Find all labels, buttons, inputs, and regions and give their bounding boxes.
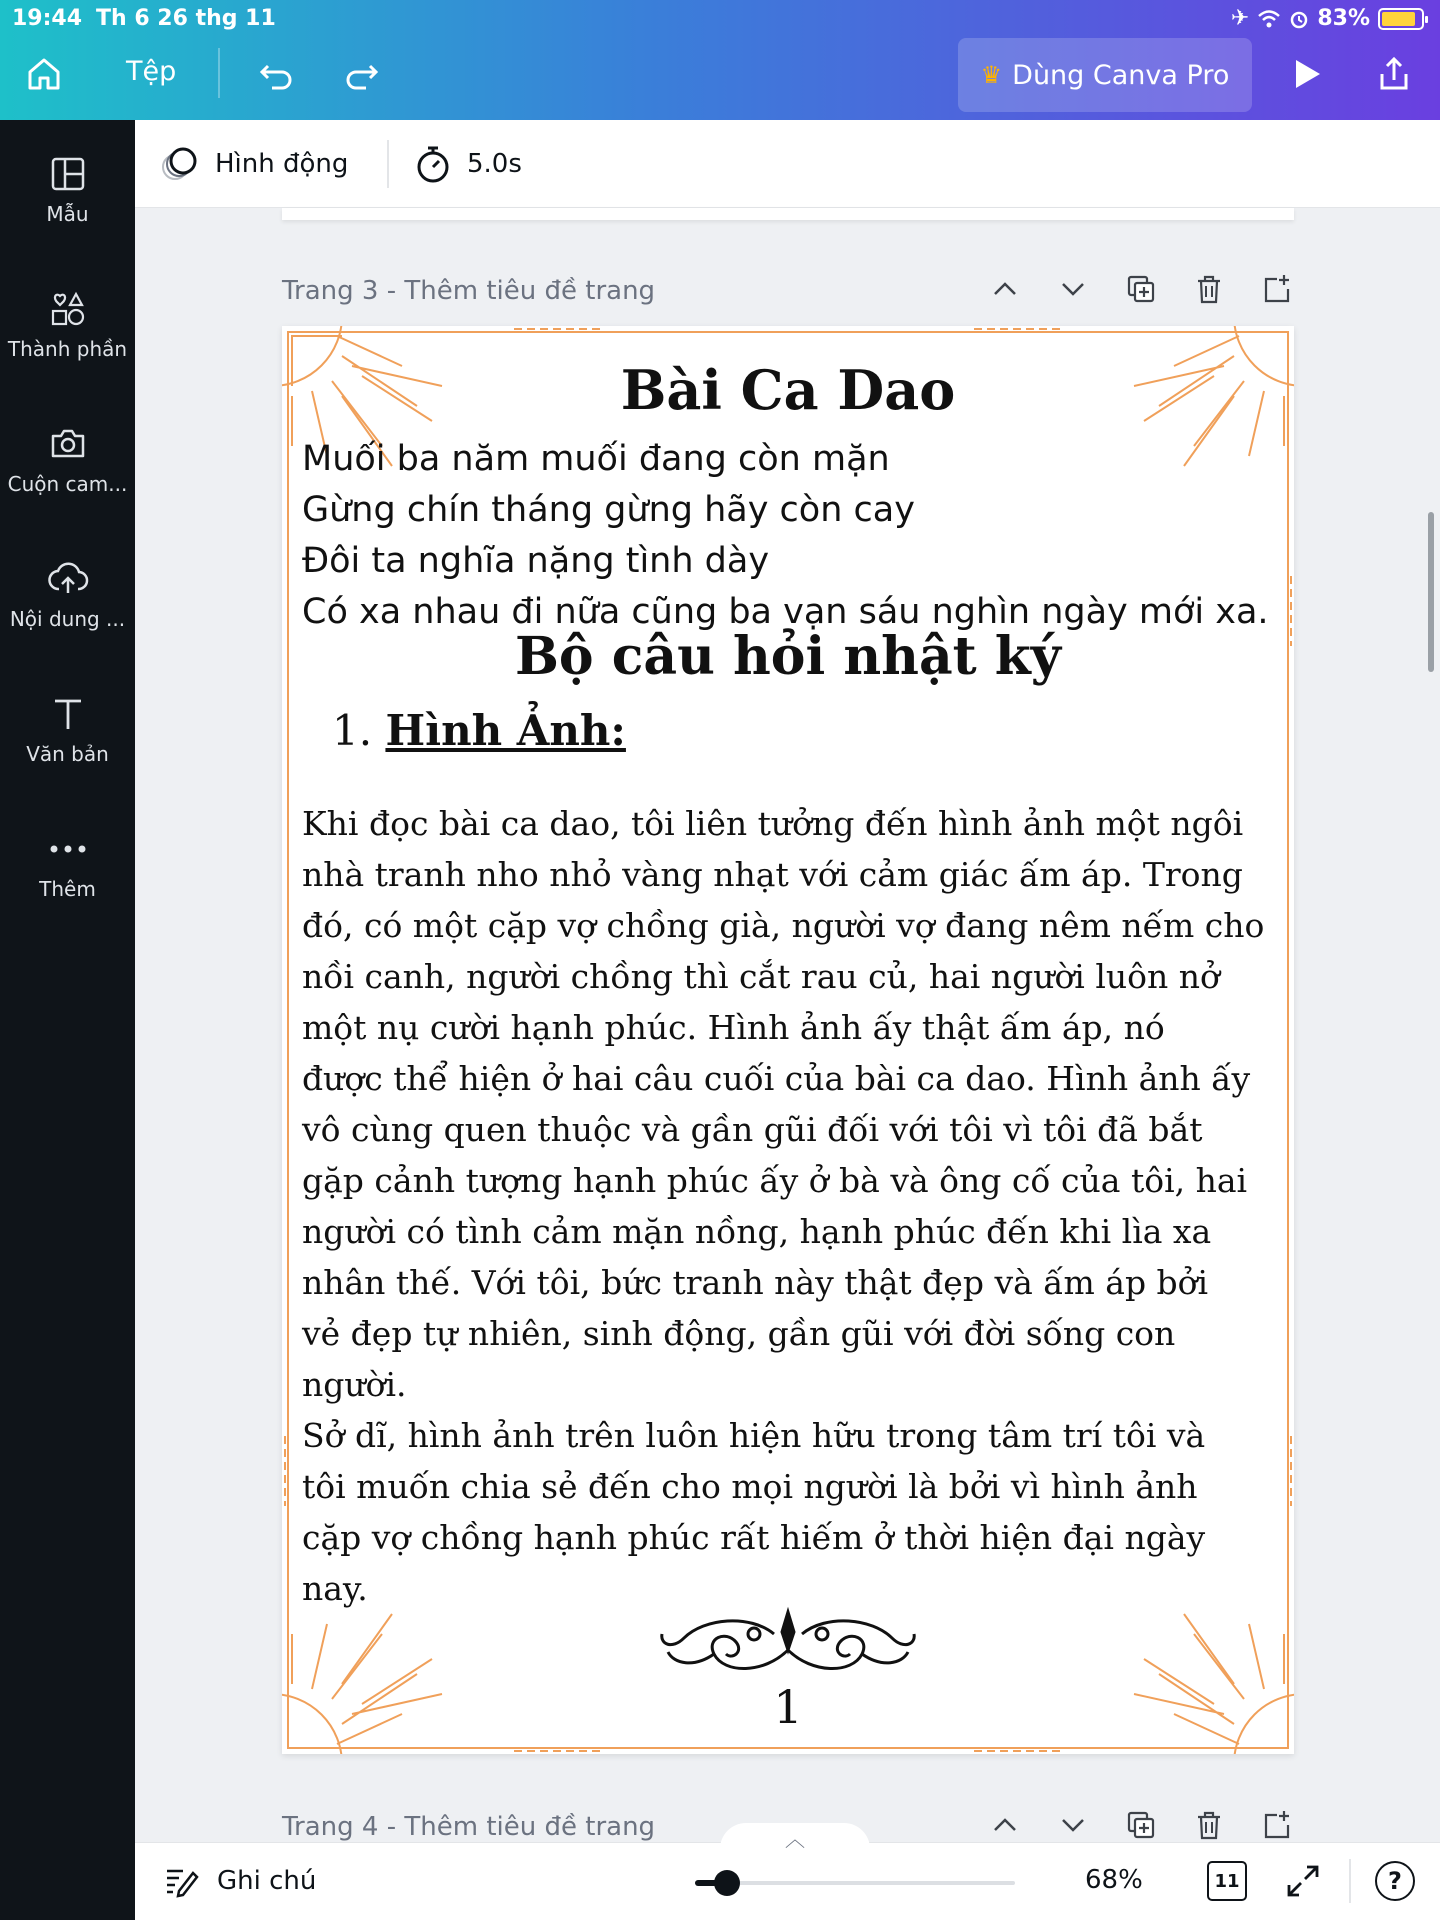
help-button[interactable]: ? (1375, 1861, 1415, 1901)
battery-percent: 83% (1317, 6, 1370, 31)
battery-icon (1378, 8, 1424, 30)
poem-text[interactable] (302, 434, 1269, 638)
ornament-divider[interactable] (654, 1604, 922, 1682)
more-icon (48, 843, 88, 855)
page-label: Trang 3 (282, 276, 379, 306)
paragraph-line: một nụ cười hạnh phúc. Hình ảnh ấy thật ấm áp, nó (302, 1008, 1165, 1047)
sidebar-item-text[interactable] (0, 690, 135, 766)
paragraph-line: nồi canh, người chồng thì cắt rau củ, hai người luôn nở (302, 957, 1220, 996)
add-page-icon (1261, 273, 1293, 305)
sidebar-item-templates[interactable] (0, 150, 135, 226)
add-page-icon (1261, 1809, 1293, 1841)
paragraph-line: tôi muốn chia sẻ đến cho mọi người là bởi vì hình ảnh (302, 1467, 1198, 1506)
share-button[interactable] (1370, 50, 1418, 98)
camera-icon (48, 424, 88, 464)
move-page-down-button[interactable] (1056, 272, 1090, 306)
zoom-slider[interactable] (695, 1881, 1015, 1885)
sidebar-item-uploads[interactable] (0, 555, 135, 631)
previous-page-bottom[interactable] (282, 208, 1294, 220)
fullscreen-button[interactable] (1285, 1863, 1321, 1903)
paragraph-line: gặp cảnh tượng hạnh phúc ấy ở bà và ông cố của tôi, hai (302, 1161, 1248, 1200)
play-icon (1288, 56, 1324, 92)
poem-line: Muối ba năm muối đang còn mặn (302, 439, 890, 479)
file-menu[interactable]: Tệp (126, 56, 177, 87)
expand-icon (1285, 1863, 1321, 1899)
add-page-button[interactable] (1260, 1808, 1294, 1842)
page-number[interactable]: 1 (773, 1680, 803, 1734)
bottom-divider (1349, 1859, 1351, 1903)
section-heading[interactable] (332, 706, 626, 755)
status-date: Th 6 26 thg 11 (96, 6, 276, 31)
sidebar-item-more[interactable] (0, 825, 135, 901)
delete-page-button[interactable] (1192, 1808, 1226, 1842)
paragraph-line: cặp vợ chồng hạnh phúc rất hiếm ở thời hiện đại ngày (302, 1518, 1206, 1557)
poem-line: Có xa nhau đi nữa cũng ba vạn sáu nghìn ngày mới xa. (302, 592, 1269, 632)
sidebar-item-label: Thêm (39, 877, 96, 901)
duplicate-page-button[interactable] (1124, 1808, 1158, 1842)
canva-pro-button[interactable] (958, 38, 1252, 112)
duplicate-icon (1125, 1809, 1157, 1841)
paragraph-line: đó, có một cặp vợ chồng già, người vợ đang nêm nếm cho (302, 906, 1265, 945)
paragraph-line: người. (302, 1365, 407, 1404)
status-time: 19:44 (12, 6, 83, 31)
duplicate-page-button[interactable] (1124, 272, 1158, 306)
vertical-scrollbar[interactable] (1428, 512, 1434, 672)
paragraph-line: vẻ đẹp tự nhiên, sinh động, gần gũi với đời sống con (302, 1314, 1176, 1353)
template-icon (49, 155, 87, 193)
expand-pages-tab[interactable] (720, 1823, 870, 1849)
section-number: 1. (332, 706, 373, 755)
notes-button[interactable] (163, 1863, 316, 1899)
status-right (1231, 6, 1424, 31)
home-button[interactable] (20, 50, 68, 98)
crown-icon: ♛ (980, 61, 1003, 89)
page-3-header (282, 272, 1294, 312)
zoom-level[interactable]: 68% (1085, 1865, 1143, 1895)
animate-label: Hình động (215, 149, 349, 179)
paragraph-line: Sở dĩ, hình ảnh trên luôn hiện hữu trong tâm trí tôi và (302, 1416, 1206, 1455)
page-tools (988, 272, 1294, 306)
move-page-down-button[interactable] (1056, 1808, 1090, 1842)
animation-icon (159, 143, 201, 185)
chevron-up-icon: ︿ (785, 1827, 805, 1851)
section-heading-text: Hình Ảnh: (385, 706, 626, 755)
page-title-placeholder: - Thêm tiêu đề trang (386, 1812, 656, 1842)
toolbar-divider (218, 48, 220, 98)
chevron-down-icon (1059, 1811, 1087, 1839)
airplane-icon: ✈ (1230, 6, 1250, 31)
duplicate-icon (1125, 273, 1157, 305)
undo-icon (256, 54, 296, 94)
move-page-up-button[interactable] (988, 1808, 1022, 1842)
zoom-slider-knob[interactable] (714, 1870, 740, 1896)
elements-icon (48, 289, 88, 329)
paragraph-line: nay. (302, 1569, 368, 1608)
share-icon (1374, 54, 1414, 94)
sidebar-item-elements[interactable] (0, 285, 135, 361)
poem-line: Gừng chín tháng gừng hãy còn cay (302, 490, 915, 530)
sidebar-item-label: Thành phần (7, 337, 128, 361)
sidebar-item-label: Nội dung ... (9, 607, 126, 631)
redo-button[interactable] (338, 50, 386, 98)
trash-icon (1194, 273, 1224, 305)
trash-icon (1194, 1809, 1224, 1841)
notes-label: Ghi chú (217, 1866, 317, 1896)
notes-icon (163, 1863, 199, 1899)
duration-button[interactable] (413, 142, 522, 186)
page-count-button[interactable]: 11 (1207, 1861, 1247, 1901)
page-title-placeholder: - Thêm tiêu đề trang (386, 276, 656, 306)
chevron-up-icon (991, 1811, 1019, 1839)
chevron-down-icon (1059, 275, 1087, 303)
duration-value: 5.0s (467, 149, 522, 179)
body-paragraph[interactable] (302, 798, 1282, 1614)
text-icon (50, 694, 86, 734)
page-title[interactable] (282, 276, 655, 306)
paragraph-line: vô cùng quen thuộc và gần gũi đối với tôi vì tôi đã bắt (302, 1110, 1203, 1149)
wifi-icon (1257, 9, 1281, 29)
upload-icon (47, 559, 89, 599)
poem-line: Đôi ta nghĩa nặng tình dày (302, 541, 770, 581)
sidebar-item-label: Văn bản (26, 742, 109, 766)
status-bar (12, 6, 1424, 36)
present-button[interactable] (1282, 50, 1330, 98)
move-page-up-button[interactable] (988, 272, 1022, 306)
paragraph-line: nhà tranh nho nhỏ vàng nhạt với cảm giác ấm áp. Trong (302, 855, 1243, 894)
paragraph-line: nhân thế. Với tôi, bức tranh này thật đẹp và ấm áp bởi (302, 1263, 1209, 1302)
page-label: Trang 4 (282, 1812, 379, 1842)
editor-toolbar (135, 120, 1440, 208)
sidebar (0, 120, 135, 1920)
top-bar (0, 0, 1440, 120)
paragraph-line: người có tình cảm mặn nồng, hạnh phúc đến khi lìa xa (302, 1212, 1212, 1251)
paragraph-line: Khi đọc bài ca dao, tôi liên tưởng đến hình ảnh một ngôi (302, 804, 1244, 843)
home-icon (24, 54, 64, 94)
page-title[interactable] (282, 1812, 655, 1842)
chevron-up-icon (991, 275, 1019, 303)
poem-title[interactable]: Bài Ca Dao (620, 358, 956, 422)
diary-title[interactable]: Bộ câu hỏi nhật ký (514, 626, 1062, 687)
paragraph-line: được thể hiện ở hai câu cuối của bài ca dao. Hình ảnh ấy (302, 1059, 1251, 1098)
page-tools (988, 1808, 1294, 1842)
alarm-icon (1289, 9, 1309, 29)
page-3-canvas[interactable] (282, 326, 1294, 1754)
redo-icon (342, 54, 382, 94)
toolbar-divider (387, 140, 389, 188)
sidebar-item-camera-roll[interactable] (0, 420, 135, 496)
sidebar-item-label: Mẫu (46, 202, 89, 226)
undo-button[interactable] (252, 50, 300, 98)
animate-button[interactable] (159, 142, 348, 186)
add-page-button[interactable] (1260, 272, 1294, 306)
timer-icon (413, 143, 453, 185)
sidebar-item-label: Cuộn cam... (7, 472, 128, 496)
delete-page-button[interactable] (1192, 272, 1226, 306)
canva-pro-label: Dùng Canva Pro (1012, 59, 1230, 91)
